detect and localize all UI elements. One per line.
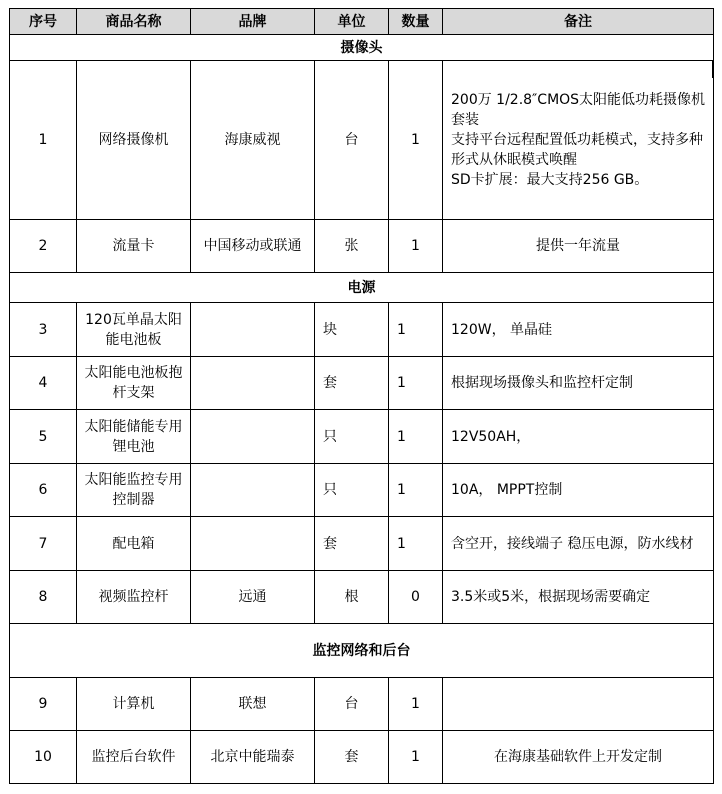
section-row: [10, 273, 714, 303]
cell-no: 6: [10, 464, 77, 517]
cell-brand: [191, 303, 315, 357]
cell-unit: 台: [315, 61, 389, 220]
cell-no: 9: [10, 678, 77, 731]
cell-unit: 套: [315, 731, 389, 784]
cell-remark: [443, 678, 714, 731]
section-network: 监控网络和后台: [10, 624, 714, 678]
table-row: [10, 678, 714, 731]
cell-qty: 1: [389, 517, 443, 571]
cell-brand: [191, 410, 315, 464]
cell-brand: 联想: [191, 678, 315, 731]
cell-brand: [191, 357, 315, 410]
cell-qty: 1: [389, 303, 443, 357]
cell-name: 太阳能电池板抱杆支架: [77, 357, 191, 410]
cell-name: 视频监控杆: [77, 571, 191, 624]
cell-name: 监控后台软件: [77, 731, 191, 784]
cell-unit: 套: [315, 357, 389, 410]
cell-name: 计算机: [77, 678, 191, 731]
cell-unit: 块: [315, 303, 389, 357]
cell-qty: 1: [389, 61, 443, 220]
cell-unit: 根: [315, 571, 389, 624]
cell-brand: [191, 517, 315, 571]
cell-remark: 在海康基础软件上开发定制: [443, 731, 714, 784]
cell-qty: 1: [389, 464, 443, 517]
cell-no: 1: [10, 61, 77, 220]
cell-brand: [191, 464, 315, 517]
table-row: [10, 410, 714, 464]
remark-line: SD卡扩展：最大支持256 GB。: [451, 172, 649, 188]
cell-qty: 0: [389, 571, 443, 624]
table-row: [10, 464, 714, 517]
cell-no: 3: [10, 303, 77, 357]
cell-unit: 只: [315, 410, 389, 464]
cell-remark: 3.5米或5米，根据现场需要确定: [443, 571, 714, 624]
header-qty: 数量: [389, 9, 443, 35]
cell-name: 120瓦单晶太阳能电池板: [77, 303, 191, 357]
section-row: [10, 624, 714, 678]
text-cursor: [712, 60, 713, 78]
cell-unit: 套: [315, 517, 389, 571]
cell-brand: 海康威视: [191, 61, 315, 220]
header-brand: 品牌: [191, 9, 315, 35]
cell-qty: 1: [389, 678, 443, 731]
cell-brand: 远通: [191, 571, 315, 624]
table-row: [10, 303, 714, 357]
section-row: [10, 35, 714, 61]
cell-name: 太阳能储能专用锂电池: [77, 410, 191, 464]
product-table: [9, 8, 714, 784]
cell-qty: 1: [389, 220, 443, 273]
cell-remark: 12V50AH，: [443, 410, 714, 464]
cell-qty: 1: [389, 410, 443, 464]
header-unit: 单位: [315, 9, 389, 35]
table-row: [10, 61, 714, 220]
cell-no: 2: [10, 220, 77, 273]
cell-name: 配电箱: [77, 517, 191, 571]
cell-no: 7: [10, 517, 77, 571]
section-camera: 摄像头: [10, 35, 714, 61]
cell-qty: 1: [389, 357, 443, 410]
remark-line: 支持平台远程配置低功耗模式，支持多种形式从休眠模式唤醒: [451, 132, 703, 168]
header-remark: 备注: [443, 9, 714, 35]
cell-remark: [443, 61, 714, 220]
table-row: [10, 357, 714, 410]
cell-no: 5: [10, 410, 77, 464]
cell-unit: 张: [315, 220, 389, 273]
table-row: [10, 517, 714, 571]
cell-unit: 只: [315, 464, 389, 517]
cell-no: 10: [10, 731, 77, 784]
cell-remark: 10A， MPPT控制: [443, 464, 714, 517]
cell-remark: 120W， 单晶硅: [443, 303, 714, 357]
cell-no: 4: [10, 357, 77, 410]
cell-unit: 台: [315, 678, 389, 731]
header-no: 序号: [10, 9, 77, 35]
cell-remark: 含空开，接线端子 稳压电源，防水线材: [443, 517, 714, 571]
cell-qty: 1: [389, 731, 443, 784]
cell-name: 网络摄像机: [77, 61, 191, 220]
cell-name: 流量卡: [77, 220, 191, 273]
table-row: [10, 571, 714, 624]
header-name: 商品名称: [77, 9, 191, 35]
table-row: [10, 220, 714, 273]
cell-no: 8: [10, 571, 77, 624]
cell-name: 太阳能监控专用控制器: [77, 464, 191, 517]
section-power: 电源: [10, 273, 714, 303]
cell-remark: 提供一年流量: [443, 220, 714, 273]
cell-brand: 北京中能瑞泰: [191, 731, 315, 784]
remark-line: 200万 1/2.8″CMOS太阳能低功耗摄像机套装: [451, 92, 706, 128]
table-row: [10, 731, 714, 784]
cell-remark: 根据现场摄像头和监控杆定制: [443, 357, 714, 410]
header-row: [10, 9, 714, 35]
cell-brand: 中国移动或联通: [191, 220, 315, 273]
